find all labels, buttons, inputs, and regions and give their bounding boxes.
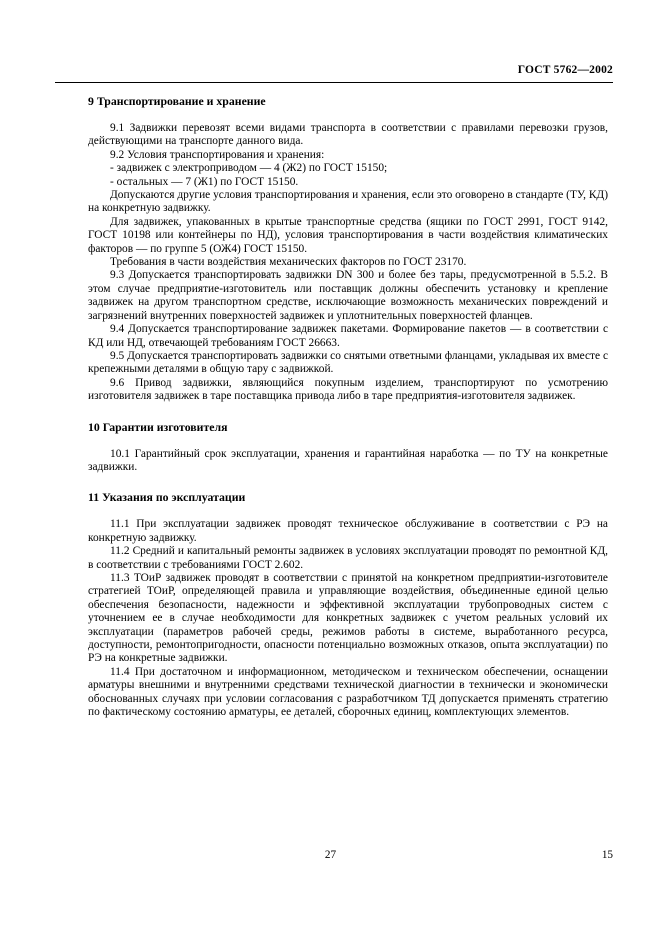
page-header bbox=[55, 64, 613, 76]
paragraph-9-3: 9.3 Допускается транспортировать задвижки DN 300 и более без тары, предусмотренной в 5.5.2. В этом случае предприятие-изготовитель или поставщик должны обеспечить установку и крепление задвижек на другом транспортном средстве, исключающие возможность механических повреждений и загрязнений внутренних поверхностей задвижек и уплотнительных поверхностей фланцев. bbox=[88, 269, 608, 322]
paragraph-9-1: 9.1 Задвижки перевозят всеми видами транспорта в соответствии с правилами перевозки грузов, действующими на транспорте данного вида. bbox=[88, 122, 608, 148]
paragraph-11-2: 11.2 Средний и капитальный ремонты задвижек в условиях эксплуатации проводят по ремонтной КД, в соответствии с требованиями ГОСТ 2.602. bbox=[88, 545, 608, 571]
paragraph-9-4: 9.4 Допускается транспортирование задвижек пакетами. Формирование пакетов — в соответствии с КД или НД, отвечающей требованиям ГОСТ 26663. bbox=[88, 323, 608, 349]
paragraph-9-6: 9.6 Привод задвижки, являющийся покупным изделием, транспортируют по усмотрению изготовителя задвижек в таре поставщика привода либо в таре предприятия-изготовителя задвижек. bbox=[88, 376, 608, 403]
section-heading-11: 11 Указания по эксплуатации bbox=[88, 490, 246, 505]
standard-number: ГОСТ 5762—2002 bbox=[517, 64, 613, 76]
header-divider bbox=[55, 82, 613, 83]
page-number-right: 15 bbox=[601, 849, 613, 861]
page-number-center: 27 bbox=[324, 849, 337, 861]
paragraph-11-1: 11.1 При эксплуатации задвижек проводят техническое обслуживание в соответствии с РЭ на конкретную задвижку. bbox=[88, 518, 608, 544]
paragraph-10-1: 10.1 Гарантийный срок эксплуатации, хранения и гарантийная наработка — по ТУ на конкретные задвижки. bbox=[88, 447, 608, 473]
document-body bbox=[88, 94, 608, 719]
paragraph-9-2-item-1: - задвижек с электроприводом — 4 (Ж2) по ГОСТ 15150; bbox=[110, 162, 388, 175]
paragraph-9-2: 9.2 Условия транспортирования и хранения: bbox=[110, 148, 325, 161]
section-heading-9: 9 Транспортирование и хранение bbox=[88, 94, 266, 108]
paragraph-mechanical-factors: Требования в части воздействия механических факторов по ГОСТ 23170. bbox=[110, 256, 467, 269]
paragraph-11-3: 11.3 ТОиР задвижек проводят в соответствии с принятой на конкретном предприятии-изготовителе стратегией ТОиР, определяющей правила и управляющие воздействия, объединенные единой целью обеспечения безопасности, надежности и эффективной эксплуатации трубопроводных систем с уточнением ее в случае необходимости для конкретных задвижек с учетом реальных условий их эксплуатации (параметров рабочей среды, режимов работы в системе, выработанного ресурса, доступности, ремонтопригодности, опасности потенциально возможных отказов, опыта эксплуатации) по РЭ на конкретные задвижки. bbox=[88, 571, 608, 665]
section-heading-10: 10 Гарантии изготовителя bbox=[88, 419, 228, 434]
paragraph-other-conditions: Допускаются другие условия транспортирования и хранения, если это оговорено в стандарте (ТУ, КД) на конкретную задвижку. bbox=[88, 189, 608, 215]
paragraph-packed-valves: Для задвижек, упакованных в крытые транспортные средства (ящики по ГОСТ 2991, ГОСТ 9142, ГОСТ 10198 или контейнеры по НД), условия транспортирования в части воздействия климатических факторов — по группе 5 (ОЖ4) ГОСТ 15150. bbox=[88, 215, 608, 255]
paragraph-9-5: 9.5 Допускается транспортировать задвижки со снятыми ответными фланцами, укладывая их вместе с крепежными деталями в общую тару с задвижкой. bbox=[88, 349, 608, 376]
paragraph-11-4: 11.4 При достаточном и информационном, методическом и техническом обеспечении, оснащении арматуры внешними и внутренними средствами технической диагностии в технически и экономически обоснованных случаях при условии согласования с разработчиком ТД допускается применять стратегию по фактическому состоянию арматуры, ее деталей, сборочных единиц, комплектующих элементов. bbox=[88, 665, 608, 719]
paragraph-9-2-item-2: - остальных — 7 (Ж1) по ГОСТ 15150. bbox=[110, 175, 299, 188]
